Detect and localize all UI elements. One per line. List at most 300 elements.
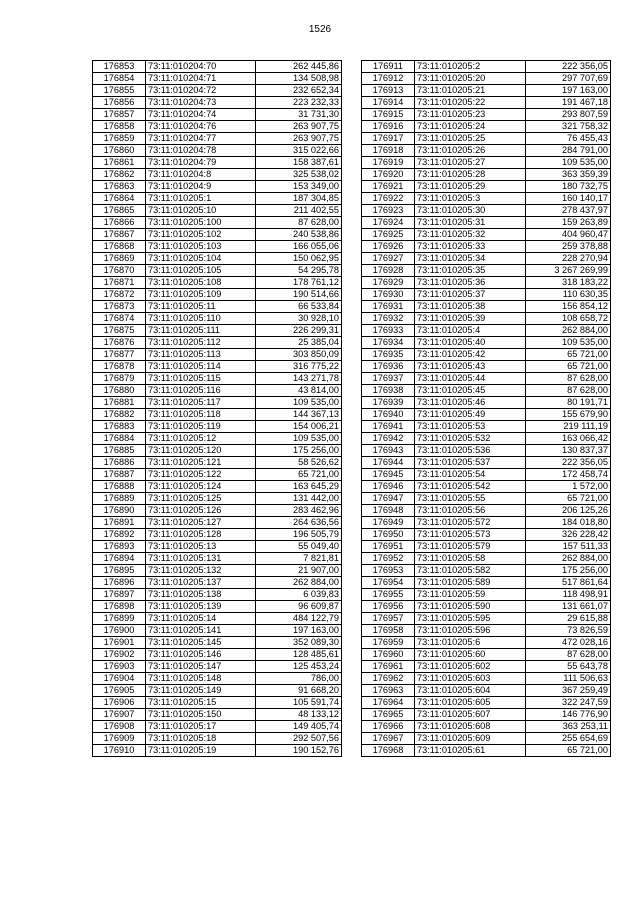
cadastral-number-cell: 73:11:010205:149 — [146, 685, 256, 697]
table-row — [93, 733, 342, 745]
cadastral-number-cell: 73:11:010205:21 — [415, 85, 526, 97]
record-number-cell: 176862 — [93, 169, 146, 181]
record-number-cell: 176918 — [362, 145, 415, 157]
cadastral-number-cell: 73:11:010205:607 — [415, 709, 526, 721]
cadastral-value-cell: 150 062,95 — [256, 253, 342, 265]
record-number-cell: 176901 — [93, 637, 146, 649]
record-number-cell: 176931 — [362, 301, 415, 313]
cadastral-value-cell: 96 609,87 — [256, 601, 342, 613]
cadastral-value-cell: 191 467,18 — [526, 97, 611, 109]
cadastral-value-cell: 109 535,00 — [256, 397, 342, 409]
cadastral-value-cell: 264 636,56 — [256, 517, 342, 529]
record-number-cell: 176954 — [362, 577, 415, 589]
cadastral-value-cell: 326 228,42 — [526, 529, 611, 541]
cadastral-value-cell: 292 507,56 — [256, 733, 342, 745]
cadastral-value-cell: 105 591,74 — [256, 697, 342, 709]
cadastral-value-cell: 175 256,00 — [526, 565, 611, 577]
table-row — [93, 133, 342, 145]
cadastral-number-cell: 73:11:010205:14 — [146, 613, 256, 625]
table-row — [362, 589, 611, 601]
cadastral-number-cell: 73:11:010205:28 — [415, 169, 526, 181]
cadastral-value-cell: 149 405,74 — [256, 721, 342, 733]
record-number-cell: 176884 — [93, 433, 146, 445]
cadastral-number-cell: 73:11:010205:102 — [146, 229, 256, 241]
table-row — [362, 721, 611, 733]
record-number-cell: 176930 — [362, 289, 415, 301]
cadastral-value-cell: 109 535,00 — [526, 337, 611, 349]
record-number-cell: 176870 — [93, 265, 146, 277]
cadastral-value-cell: 172 458,74 — [526, 469, 611, 481]
record-number-cell: 176864 — [93, 193, 146, 205]
cadastral-number-cell: 73:11:010204:77 — [146, 133, 256, 145]
table-row — [93, 505, 342, 517]
record-number-cell: 176936 — [362, 361, 415, 373]
table-row — [362, 457, 611, 469]
record-number-cell: 176855 — [93, 85, 146, 97]
record-number-cell: 176877 — [93, 349, 146, 361]
cadastral-value-cell: 6 039,83 — [256, 589, 342, 601]
table-row — [93, 229, 342, 241]
cadastral-value-cell: 321 758,32 — [526, 121, 611, 133]
table-row — [362, 397, 611, 409]
cadastral-value-cell: 128 485,61 — [256, 649, 342, 661]
table-row — [93, 745, 342, 757]
cadastral-value-cell: 125 453,24 — [256, 661, 342, 673]
cadastral-number-cell: 73:11:010204:76 — [146, 121, 256, 133]
cadastral-number-cell: 73:11:010205:596 — [415, 625, 526, 637]
cadastral-number-cell: 73:11:010205:572 — [415, 517, 526, 529]
cadastral-value-cell: 55 049,40 — [256, 541, 342, 553]
table-row — [93, 601, 342, 613]
cadastral-value-cell: 240 538,86 — [256, 229, 342, 241]
cadastral-number-cell: 73:11:010205:27 — [415, 157, 526, 169]
cadastral-number-cell: 73:11:010205:131 — [146, 553, 256, 565]
table-row — [93, 697, 342, 709]
cadastral-value-cell: 155 679,90 — [526, 409, 611, 421]
record-number-cell: 176910 — [93, 745, 146, 757]
cadastral-value-cell: 3 267 269,99 — [526, 265, 611, 277]
table-row — [93, 313, 342, 325]
record-number-cell: 176889 — [93, 493, 146, 505]
cadastral-value-cell: 154 006,21 — [256, 421, 342, 433]
table-row — [362, 313, 611, 325]
table-row — [93, 217, 342, 229]
cadastral-value-cell: 352 089,30 — [256, 637, 342, 649]
record-number-cell: 176945 — [362, 469, 415, 481]
cadastral-value-cell: 262 884,00 — [256, 577, 342, 589]
record-number-cell: 176920 — [362, 169, 415, 181]
cadastral-number-cell: 73:11:010205:138 — [146, 589, 256, 601]
table-row — [362, 193, 611, 205]
cadastral-number-cell: 73:11:010205:127 — [146, 517, 256, 529]
table-row — [93, 433, 342, 445]
table-row — [362, 709, 611, 721]
record-number-cell: 176891 — [93, 517, 146, 529]
cadastral-value-cell: 404 960,47 — [526, 229, 611, 241]
cadastral-number-cell: 73:11:010205:60 — [415, 649, 526, 661]
cadastral-number-cell: 73:11:010205:604 — [415, 685, 526, 697]
record-number-cell: 176907 — [93, 709, 146, 721]
record-number-cell: 176880 — [93, 385, 146, 397]
table-row — [362, 145, 611, 157]
cadastral-number-cell: 73:11:010205:146 — [146, 649, 256, 661]
cadastral-number-cell: 73:11:010205:30 — [415, 205, 526, 217]
cadastral-number-cell: 73:11:010205:608 — [415, 721, 526, 733]
record-number-cell: 176868 — [93, 241, 146, 253]
record-number-cell: 176968 — [362, 745, 415, 757]
table-row — [362, 289, 611, 301]
cadastral-number-cell: 73:11:010205:43 — [415, 361, 526, 373]
cadastral-value-cell: 158 387,61 — [256, 157, 342, 169]
cadastral-number-cell: 73:11:010205:602 — [415, 661, 526, 673]
table-row — [362, 157, 611, 169]
table-row — [93, 349, 342, 361]
record-number-cell: 176948 — [362, 505, 415, 517]
cadastral-number-cell: 73:11:010205:128 — [146, 529, 256, 541]
cadastral-value-cell: 58 526,62 — [256, 457, 342, 469]
cadastral-number-cell: 73:11:010205:3 — [415, 193, 526, 205]
table-row — [362, 109, 611, 121]
cadastral-value-cell: 30 928,10 — [256, 313, 342, 325]
table-row — [362, 601, 611, 613]
table-row — [93, 205, 342, 217]
cadastral-value-cell: 65 721,00 — [526, 493, 611, 505]
table-row — [362, 361, 611, 373]
cadastral-value-cell: 87 628,00 — [526, 385, 611, 397]
table-row — [362, 121, 611, 133]
cadastral-number-cell: 73:11:010205:39 — [415, 313, 526, 325]
cadastral-value-cell: 211 402,55 — [256, 205, 342, 217]
table-row — [93, 253, 342, 265]
cadastral-value-cell: 472 028,16 — [526, 637, 611, 649]
cadastral-number-cell: 73:11:010205:118 — [146, 409, 256, 421]
cadastral-number-cell: 73:11:010205:20 — [415, 73, 526, 85]
cadastral-number-cell: 73:11:010205:108 — [146, 277, 256, 289]
cadastral-value-cell: 318 183,22 — [526, 277, 611, 289]
cadastral-value-cell: 190 514,66 — [256, 289, 342, 301]
cadastral-number-cell: 73:11:010205:6 — [415, 637, 526, 649]
cadastral-number-cell: 73:11:010205:532 — [415, 433, 526, 445]
cadastral-value-cell: 65 721,00 — [526, 745, 611, 757]
cadastral-number-cell: 73:11:010205:26 — [415, 145, 526, 157]
record-number-cell: 176943 — [362, 445, 415, 457]
record-number-cell: 176964 — [362, 697, 415, 709]
record-number-cell: 176925 — [362, 229, 415, 241]
record-number-cell: 176888 — [93, 481, 146, 493]
record-number-cell: 176883 — [93, 421, 146, 433]
record-number-cell: 176867 — [93, 229, 146, 241]
record-number-cell: 176899 — [93, 613, 146, 625]
record-number-cell: 176857 — [93, 109, 146, 121]
table-row — [93, 541, 342, 553]
cadastral-number-cell: 73:11:010205:61 — [415, 745, 526, 757]
cadastral-value-cell: 219 111,19 — [526, 421, 611, 433]
cadastral-value-cell: 316 775,22 — [256, 361, 342, 373]
record-number-cell: 176900 — [93, 625, 146, 637]
cadastral-number-cell: 73:11:010205:103 — [146, 241, 256, 253]
table-row — [362, 637, 611, 649]
record-number-cell: 176858 — [93, 121, 146, 133]
cadastral-value-cell: 262 884,00 — [526, 325, 611, 337]
table-row — [362, 661, 611, 673]
table-row — [362, 385, 611, 397]
table-row — [93, 673, 342, 685]
cadastral-number-cell: 73:11:010205:40 — [415, 337, 526, 349]
cadastral-number-cell: 73:11:010205:31 — [415, 217, 526, 229]
cadastral-value-cell: 223 232,33 — [256, 97, 342, 109]
cadastral-number-cell: 73:11:010205:4 — [415, 325, 526, 337]
record-number-cell: 176959 — [362, 637, 415, 649]
cadastral-number-cell: 73:11:010205:45 — [415, 385, 526, 397]
table-row — [362, 277, 611, 289]
record-number-cell: 176913 — [362, 85, 415, 97]
cadastral-number-cell: 73:11:010205:113 — [146, 349, 256, 361]
record-number-cell: 176937 — [362, 373, 415, 385]
cadastral-value-cell: 184 018,80 — [526, 517, 611, 529]
record-number-cell: 176886 — [93, 457, 146, 469]
cadastral-value-cell: 48 133,12 — [256, 709, 342, 721]
record-number-cell: 176896 — [93, 577, 146, 589]
cadastral-number-cell: 73:11:010205:56 — [415, 505, 526, 517]
cadastral-value-cell: 222 356,05 — [526, 457, 611, 469]
table-row — [93, 289, 342, 301]
cadastral-number-cell: 73:11:010205:595 — [415, 613, 526, 625]
table-row — [93, 685, 342, 697]
cadastral-number-cell: 73:11:010205:132 — [146, 565, 256, 577]
cadastral-number-cell: 73:11:010205:112 — [146, 337, 256, 349]
table-row — [93, 637, 342, 649]
table-row — [362, 61, 611, 73]
record-number-cell: 176866 — [93, 217, 146, 229]
cadastral-number-cell: 73:11:010204:70 — [146, 61, 256, 73]
cadastral-number-cell: 73:11:010205:15 — [146, 697, 256, 709]
table-row — [93, 61, 342, 73]
table-row — [93, 613, 342, 625]
record-number-cell: 176887 — [93, 469, 146, 481]
cadastral-value-cell: 157 511,33 — [526, 541, 611, 553]
record-number-cell: 176949 — [362, 517, 415, 529]
table-row — [362, 217, 611, 229]
cadastral-number-cell: 73:11:010205:35 — [415, 265, 526, 277]
cadastral-value-cell: 363 359,39 — [526, 169, 611, 181]
cadastral-value-cell: 87 628,00 — [526, 373, 611, 385]
record-number-cell: 176935 — [362, 349, 415, 361]
cadastral-value-cell: 43 814,00 — [256, 385, 342, 397]
cadastral-value-cell: 178 761,12 — [256, 277, 342, 289]
table-row — [93, 193, 342, 205]
cadastral-value-cell: 175 256,00 — [256, 445, 342, 457]
cadastral-value-cell: 278 437,97 — [526, 205, 611, 217]
cadastral-value-cell: 143 271,78 — [256, 373, 342, 385]
cadastral-value-cell: 144 367,13 — [256, 409, 342, 421]
record-number-cell: 176869 — [93, 253, 146, 265]
cadastral-value-cell: 197 163,00 — [256, 625, 342, 637]
cadastral-number-cell: 73:11:010205:573 — [415, 529, 526, 541]
table-row — [93, 577, 342, 589]
record-number-cell: 176876 — [93, 337, 146, 349]
cadastral-value-cell: 206 125,26 — [526, 505, 611, 517]
record-number-cell: 176856 — [93, 97, 146, 109]
cadastral-number-cell: 73:11:010205:114 — [146, 361, 256, 373]
cadastral-value-cell: 153 349,00 — [256, 181, 342, 193]
cadastral-value-cell: 111 506,63 — [526, 673, 611, 685]
cadastral-value-cell: 131 661,07 — [526, 601, 611, 613]
cadastral-value-cell: 76 455,43 — [526, 133, 611, 145]
cadastral-value-cell: 91 668,20 — [256, 685, 342, 697]
record-number-cell: 176957 — [362, 613, 415, 625]
record-number-cell: 176914 — [362, 97, 415, 109]
record-number-cell: 176922 — [362, 193, 415, 205]
record-number-cell: 176853 — [93, 61, 146, 73]
cadastral-value-cell: 363 253,11 — [526, 721, 611, 733]
cadastral-number-cell: 73:11:010205:116 — [146, 385, 256, 397]
cadastral-value-cell: 65 721,00 — [526, 361, 611, 373]
cadastral-number-cell: 73:11:010205:13 — [146, 541, 256, 553]
record-number-cell: 176854 — [93, 73, 146, 85]
cadastral-value-cell: 131 442,00 — [256, 493, 342, 505]
cadastral-value-cell: 517 861,64 — [526, 577, 611, 589]
cadastral-value-cell: 190 152,76 — [256, 745, 342, 757]
table-row — [362, 433, 611, 445]
record-number-cell: 176865 — [93, 205, 146, 217]
record-number-cell: 176860 — [93, 145, 146, 157]
cadastral-value-cell: 255 654,69 — [526, 733, 611, 745]
cadastral-value-cell: 484 122,79 — [256, 613, 342, 625]
cadastral-value-cell: 325 538,02 — [256, 169, 342, 181]
record-number-cell: 176912 — [362, 73, 415, 85]
table-row — [93, 73, 342, 85]
cadastral-number-cell: 73:11:010205:23 — [415, 109, 526, 121]
record-number-cell: 176934 — [362, 337, 415, 349]
cadastral-number-cell: 73:11:010205:49 — [415, 409, 526, 421]
record-number-cell: 176904 — [93, 673, 146, 685]
table-row — [362, 733, 611, 745]
cadastral-number-cell: 73:11:010205:125 — [146, 493, 256, 505]
page-number: 1526 — [308, 24, 332, 35]
table-row — [362, 469, 611, 481]
table-row — [362, 553, 611, 565]
record-number-cell: 176932 — [362, 313, 415, 325]
table-row — [93, 721, 342, 733]
record-number-cell: 176928 — [362, 265, 415, 277]
cadastral-number-cell: 73:11:010204:79 — [146, 157, 256, 169]
cadastral-value-cell: 303 850,09 — [256, 349, 342, 361]
table-row — [93, 457, 342, 469]
table-row — [362, 181, 611, 193]
table-row — [93, 265, 342, 277]
cadastral-value-cell: 263 907,75 — [256, 133, 342, 145]
table-row — [362, 649, 611, 661]
table-row — [362, 97, 611, 109]
record-number-cell: 176955 — [362, 589, 415, 601]
cadastral-number-cell: 73:11:010205:122 — [146, 469, 256, 481]
table-row — [362, 565, 611, 577]
table-row — [362, 241, 611, 253]
cadastral-number-cell: 73:11:010205:126 — [146, 505, 256, 517]
cadastral-number-cell: 73:11:010205:42 — [415, 349, 526, 361]
cadastral-value-cell: 7 821,81 — [256, 553, 342, 565]
cadastral-number-cell: 73:11:010205:117 — [146, 397, 256, 409]
cadastral-value-cell: 65 721,00 — [526, 349, 611, 361]
record-number-cell: 176917 — [362, 133, 415, 145]
table-row — [362, 73, 611, 85]
record-number-cell: 176944 — [362, 457, 415, 469]
record-number-cell: 176863 — [93, 181, 146, 193]
record-number-cell: 176950 — [362, 529, 415, 541]
cadastral-value-cell: 262 884,00 — [526, 553, 611, 565]
table-row — [93, 445, 342, 457]
cadastral-value-cell: 284 791,00 — [526, 145, 611, 157]
cadastral-number-cell: 73:11:010205:105 — [146, 265, 256, 277]
cadastral-value-cell: 180 732,75 — [526, 181, 611, 193]
table-row — [93, 109, 342, 121]
table-row — [362, 325, 611, 337]
record-number-cell: 176924 — [362, 217, 415, 229]
cadastral-value-cell: 65 721,00 — [256, 469, 342, 481]
record-number-cell: 176874 — [93, 313, 146, 325]
table-row — [93, 493, 342, 505]
cadastral-value-cell: 87 628,00 — [256, 217, 342, 229]
record-number-cell: 176939 — [362, 397, 415, 409]
cadastral-number-cell: 73:11:010205:582 — [415, 565, 526, 577]
cadastral-number-cell: 73:11:010205:24 — [415, 121, 526, 133]
cadastral-number-cell: 73:11:010205:19 — [146, 745, 256, 757]
table-row — [362, 625, 611, 637]
record-number-cell: 176903 — [93, 661, 146, 673]
cadastral-value-cell: 163 645,29 — [256, 481, 342, 493]
cadastral-value-cell: 196 505,79 — [256, 529, 342, 541]
record-number-cell: 176951 — [362, 541, 415, 553]
cadastral-number-cell: 73:11:010205:100 — [146, 217, 256, 229]
cadastral-number-cell: 73:11:010205:25 — [415, 133, 526, 145]
record-number-cell: 176859 — [93, 133, 146, 145]
record-number-cell: 176938 — [362, 385, 415, 397]
record-number-cell: 176947 — [362, 493, 415, 505]
cadastral-value-cell: 315 022,66 — [256, 145, 342, 157]
table-row — [93, 661, 342, 673]
cadastral-value-cell: 54 295,78 — [256, 265, 342, 277]
record-number-cell: 176915 — [362, 109, 415, 121]
cadastral-number-cell: 73:11:010205:1 — [146, 193, 256, 205]
table-row — [362, 517, 611, 529]
record-number-cell: 176965 — [362, 709, 415, 721]
table-row — [93, 361, 342, 373]
cadastral-number-cell: 73:11:010205:590 — [415, 601, 526, 613]
cadastral-number-cell: 73:11:010205:141 — [146, 625, 256, 637]
table-row — [93, 157, 342, 169]
cadastral-number-cell: 73:11:010204:72 — [146, 85, 256, 97]
cadastral-number-cell: 73:11:010205:38 — [415, 301, 526, 313]
cadastral-value-cell: 159 263,89 — [526, 217, 611, 229]
record-number-cell: 176916 — [362, 121, 415, 133]
record-number-cell: 176911 — [362, 61, 415, 73]
cadastral-number-cell: 73:11:010205:124 — [146, 481, 256, 493]
cadastral-number-cell: 73:11:010204:73 — [146, 97, 256, 109]
table-row — [362, 493, 611, 505]
table-row — [362, 421, 611, 433]
cadastral-number-cell: 73:11:010205:109 — [146, 289, 256, 301]
record-number-cell: 176933 — [362, 325, 415, 337]
table-row — [362, 133, 611, 145]
table-row — [93, 481, 342, 493]
cadastral-number-cell: 73:11:010205:147 — [146, 661, 256, 673]
cadastral-value-cell: 109 535,00 — [526, 157, 611, 169]
cadastral-number-cell: 73:11:010205:120 — [146, 445, 256, 457]
table-row — [93, 241, 342, 253]
record-number-cell: 176952 — [362, 553, 415, 565]
record-number-cell: 176956 — [362, 601, 415, 613]
cadastral-number-cell: 73:11:010204:8 — [146, 169, 256, 181]
